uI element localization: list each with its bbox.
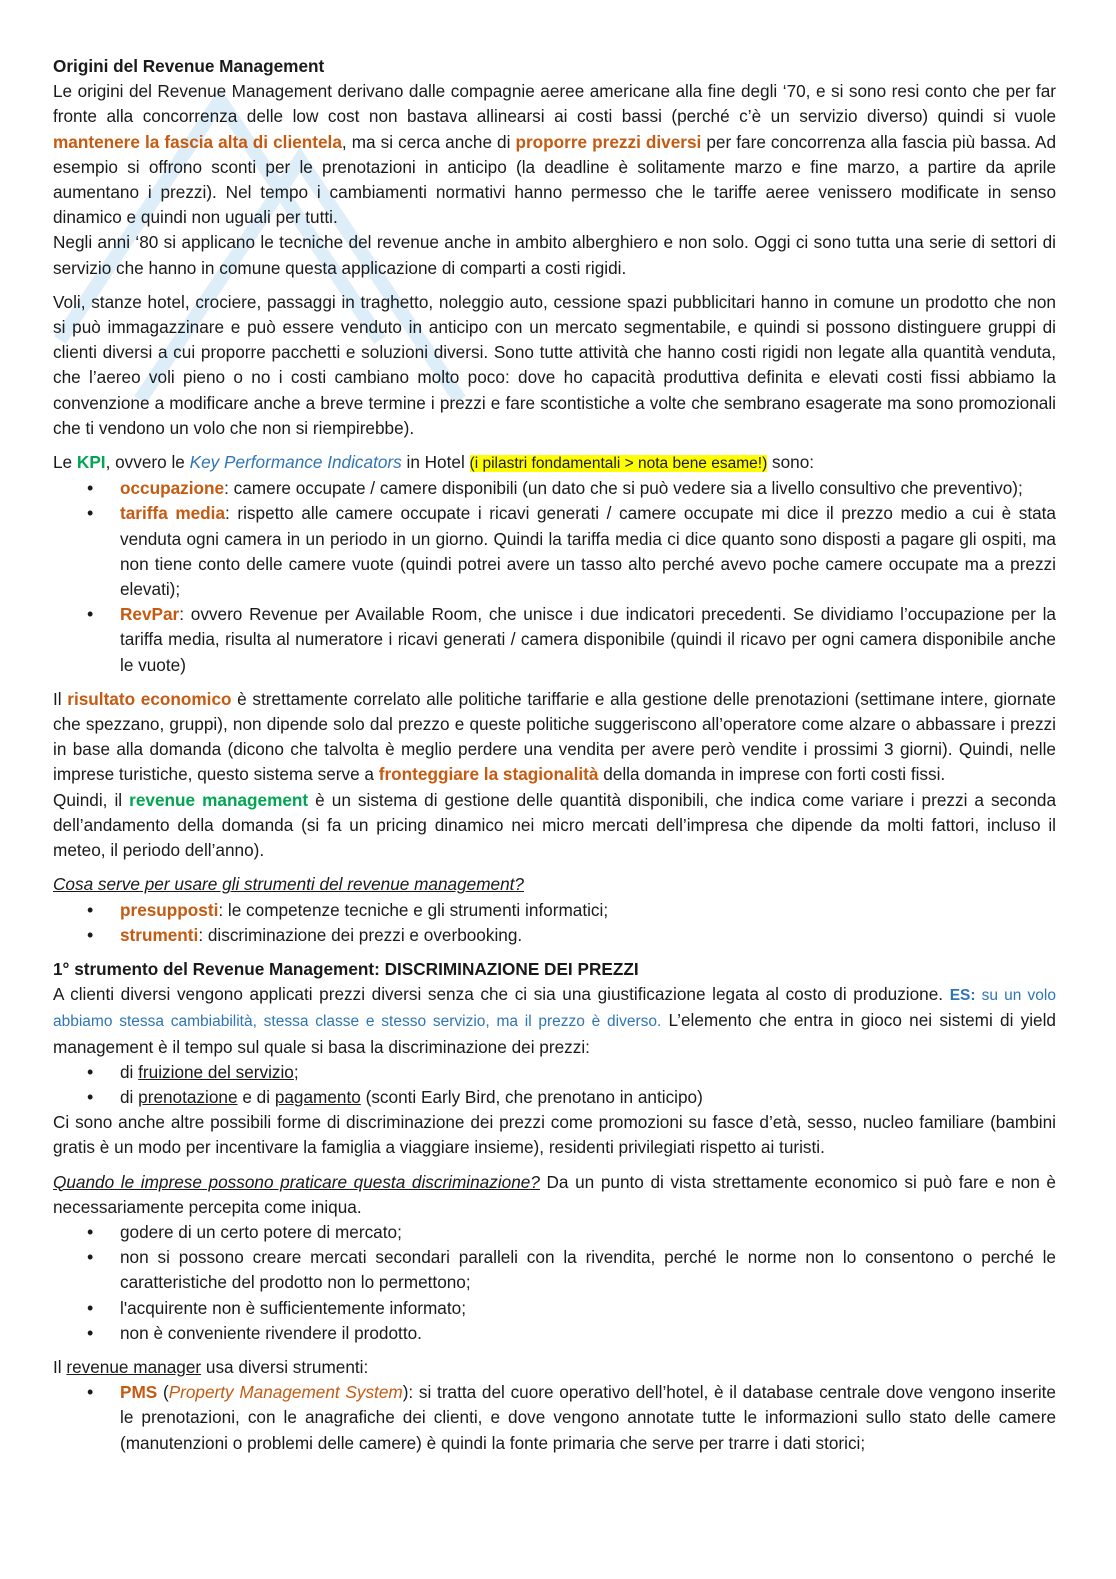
paragraph-revenue-manager — [53, 1355, 1056, 1380]
list-item — [120, 602, 1056, 678]
highlight-term: revenue management — [129, 789, 309, 810]
list-item — [120, 501, 1056, 602]
underlined-term: fruizione del servizio — [138, 1061, 294, 1082]
list-item — [120, 476, 1056, 501]
list-text: ): si tratta del cuore operativo dell’hotel, è il database centrale dove vengono inserite le prenotazioni, con le anagrafiche dei clienti, e dove vengono annotate tutte le informazioni sullo stato delle camere (manutenzioni o problemi delle camere) è quindi la fonte primaria che serve per trarre i dati storici; — [120, 1382, 1056, 1453]
question-text: Cosa serve per usare gli strumenti del revenue management? — [53, 874, 524, 895]
list-term: RevPar — [120, 604, 180, 625]
text: Le — [53, 452, 77, 473]
text: per fare concorrenza alla fascia più bassa. Ad esempio si offrono sconti per le prenotazioni in anticipo (la deadline è solitamente marzo e fine marzo, a partire da aprile aumentano i prezzi). Nel tempo i cambiamenti normativi hanno permesso che le tariffe aeree venissero modificate in senso dinamico e quindi non uguali per tutti. — [53, 131, 1057, 228]
example-label: ES: — [949, 987, 976, 1005]
paragraph-discrimination — [53, 982, 1056, 1060]
exam-note: (i pilastri fondamentali > nota bene esame!) — [469, 455, 768, 473]
list-item — [120, 898, 1056, 923]
list-text: : rispetto alle camere occupate i ricavi generati / camere occupate mi dice il prezzo medio a cui è stata venduta ogni camera in un periodo in un giorno. Quindi la tariffa media ci dice quanto sono disposti a pagare gli ospiti, ma non tiene conto delle camere vuote (quindi potrei avere un tasso alto perché avevo poche camere occupate ma a prezzi elevati); — [120, 503, 1056, 600]
list-text: : camere occupate / camere disponibili (un dato che si può vedere sia a livello consultivo che preventivo); — [224, 478, 1023, 499]
text: di — [120, 1086, 139, 1107]
text: Le origini del Revenue Management derivano dalle compagnie aeree americane alla fine degli ‘70, e si sono resi conto che per far fronte alla concorrenza delle low cost non bastava allinearsi ai costi bassi (perché c’è un servizio diverso) quindi si vuole — [53, 81, 1056, 127]
paragraph-economic-result — [53, 687, 1056, 788]
highlight-term: fronteggiare la stagionalità — [378, 764, 599, 785]
section-heading: 1° strumento del Revenue Management: DISCRIMINAZIONE DEI PREZZI — [53, 958, 639, 979]
text: , ma si cerca anche di — [341, 131, 516, 152]
text: usa diversi strumenti: — [201, 1356, 369, 1377]
list-item: • godere di un certo potere di mercato; — [120, 1220, 1056, 1245]
section-title: Origini del Revenue Management — [53, 56, 325, 76]
list-item — [120, 1380, 1056, 1456]
text: (sconti Early Bird, che prenotano in anticipo) — [360, 1086, 703, 1107]
text: L’elemento che entra in gioco nei sistemi di yield management è il tempo sul quale si basa la discriminazione dei prezzi: — [53, 1010, 1056, 1057]
tools-list — [53, 898, 1056, 948]
text: A clienti diversi vengono applicati prezzi diversi senza che ci sia una giustificazione legata al costo di produzione. — [53, 984, 950, 1005]
paragraph-eighties: Negli anni ‘80 si applicano le tecniche del revenue anche in ambito alberghiero e non solo. Oggi ci sono tutta una serie di settori di servizio che hanno in comune questa applicazione di comparti a costi rigidi. — [53, 232, 1056, 278]
list-text: : discriminazione dei prezzi e overbooking. — [198, 924, 523, 945]
text: in Hotel — [401, 452, 470, 473]
text: Il — [53, 688, 68, 709]
list-term: occupazione — [120, 478, 225, 499]
list-term: presupposti — [120, 899, 219, 920]
text: e di — [237, 1086, 275, 1107]
document-page — [53, 54, 1056, 1456]
conditions-list — [53, 1220, 1056, 1346]
list-term: tariffa media — [120, 503, 226, 524]
paragraph-revenue-definition — [53, 788, 1056, 864]
list-term-expansion: Property Management System — [168, 1382, 403, 1403]
list-item — [120, 1085, 1056, 1110]
list-text: : le competenze tecniche e gli strumenti informatici; — [218, 899, 609, 920]
list-text: : ovvero Revenue per Available Room, che unisce i due indicatori precedenti. Se dividiamo l’occupazione per la tariffa media, risulta al numeratore i ricavi generati / camera disponibile (quindi il ricavo per ogni camera disponibile anche le vuote) — [120, 604, 1056, 675]
question-when — [53, 1170, 1056, 1220]
text: Quindi, il — [53, 789, 130, 810]
highlight-term: mantenere la fascia alta di clientela — [53, 131, 342, 152]
highlight-term: KPI — [76, 452, 106, 473]
manager-tools-list — [53, 1380, 1056, 1456]
question-text: Quando le imprese possono praticare questa discriminazione? — [53, 1171, 540, 1192]
kpi-list — [53, 476, 1056, 678]
text: è un sistema di gestione delle quantità disponibili, che indica come variare i prezzi a seconda dell’andamento della domanda (si fa un pricing dinamico nei micro mercati dell’impresa che dipende da molti fattori, incluso il meteo, il periodo dell’anno). — [53, 789, 1056, 861]
text: ( — [157, 1382, 169, 1403]
underlined-term: revenue manager — [66, 1356, 202, 1377]
text: ; — [293, 1061, 299, 1082]
list-item: • non è conveniente rivendere il prodotto. — [120, 1321, 1056, 1346]
text: della domanda in imprese con forti costi fissi. — [598, 764, 946, 785]
time-list — [53, 1060, 1056, 1110]
list-term: strumenti — [120, 924, 199, 945]
question-tools — [53, 872, 1056, 897]
text: Il — [53, 1356, 67, 1377]
underlined-term: pagamento — [274, 1086, 361, 1107]
example-text: su un volo abbiamo stessa cambiabilità, stessa classe e stesso servizio, ma il prezzo è diverso. — [53, 987, 1056, 1031]
list-item — [120, 1060, 1056, 1085]
list-item — [120, 923, 1056, 948]
highlight-term: proporre prezzi diversi — [515, 131, 702, 152]
text: sono: — [767, 452, 815, 473]
paragraph-sectors: Voli, stanze hotel, crociere, passaggi in traghetto, noleggio auto, cessione spazi pubblicitari hanno in comune un prodotto che non si può immagazzinare e può essere venduto in anticipo con un mercato segmentabile, e quindi si possono distinguere gruppi di clienti diversi a cui proporre pacchetti e soluzioni diversi. Sono tutte attività che hanno costi rigidi non legate alla quantità venduta, che l’aereo voli pieno o no i costi cambiano molto poco: dove ho capacità produttiva definita e elevati costi fissi abbiamo la convenzione a modificare anche a breve termine i prezzi e fare scontistiche a volte che sembrano esagerate ma sono promozionali che ti vendono un volo che non si riempirebbe). — [53, 291, 1056, 438]
text: di — [120, 1061, 139, 1082]
underlined-term: prenotazione — [138, 1086, 238, 1107]
paragraph-origins — [53, 79, 1056, 230]
list-item: • non si possono creare mercati secondari paralleli con la rivendita, perché le norme non lo consentono o perché le caratteristiche del prodotto non lo permettono; — [120, 1245, 1056, 1295]
list-item: • l'acquirente non è sufficientemente informato; — [120, 1296, 1056, 1321]
paragraph-kpi-intro — [53, 450, 1056, 476]
text: , ovvero le — [105, 452, 190, 473]
paragraph-other-forms: Ci sono anche altre possibili forme di discriminazione dei prezzi come promozioni su fasce d’età, sesso, nucleo familiare (bambini gratis è un modo per incentivare la famiglia a viaggiare insieme), residenti privilegiati rispetto ai turisti. — [53, 1112, 1056, 1158]
text: è strettamente correlato alle politiche tariffarie e alla gestione delle prenotazioni (settimane intere, giornate che spezzano, gruppi), non dipende solo dal prezzo e queste politiche suggeriscono all’operatore come alzare o abbassare i prezzi in base alla domanda (dicono che talvolta è meglio perdere una vendita per avere però vendite i prossimi 3 giorni). Quindi, nelle imprese turistiche, questo sistema serve a — [53, 688, 1056, 785]
highlight-term: risultato economico — [67, 688, 232, 709]
list-term: PMS — [120, 1382, 158, 1403]
text: Da un punto di vista strettamente economico si può fare e non è necessariamente percepita come iniqua. — [53, 1171, 1056, 1217]
highlight-term: Key Performance Indicators — [189, 452, 402, 473]
